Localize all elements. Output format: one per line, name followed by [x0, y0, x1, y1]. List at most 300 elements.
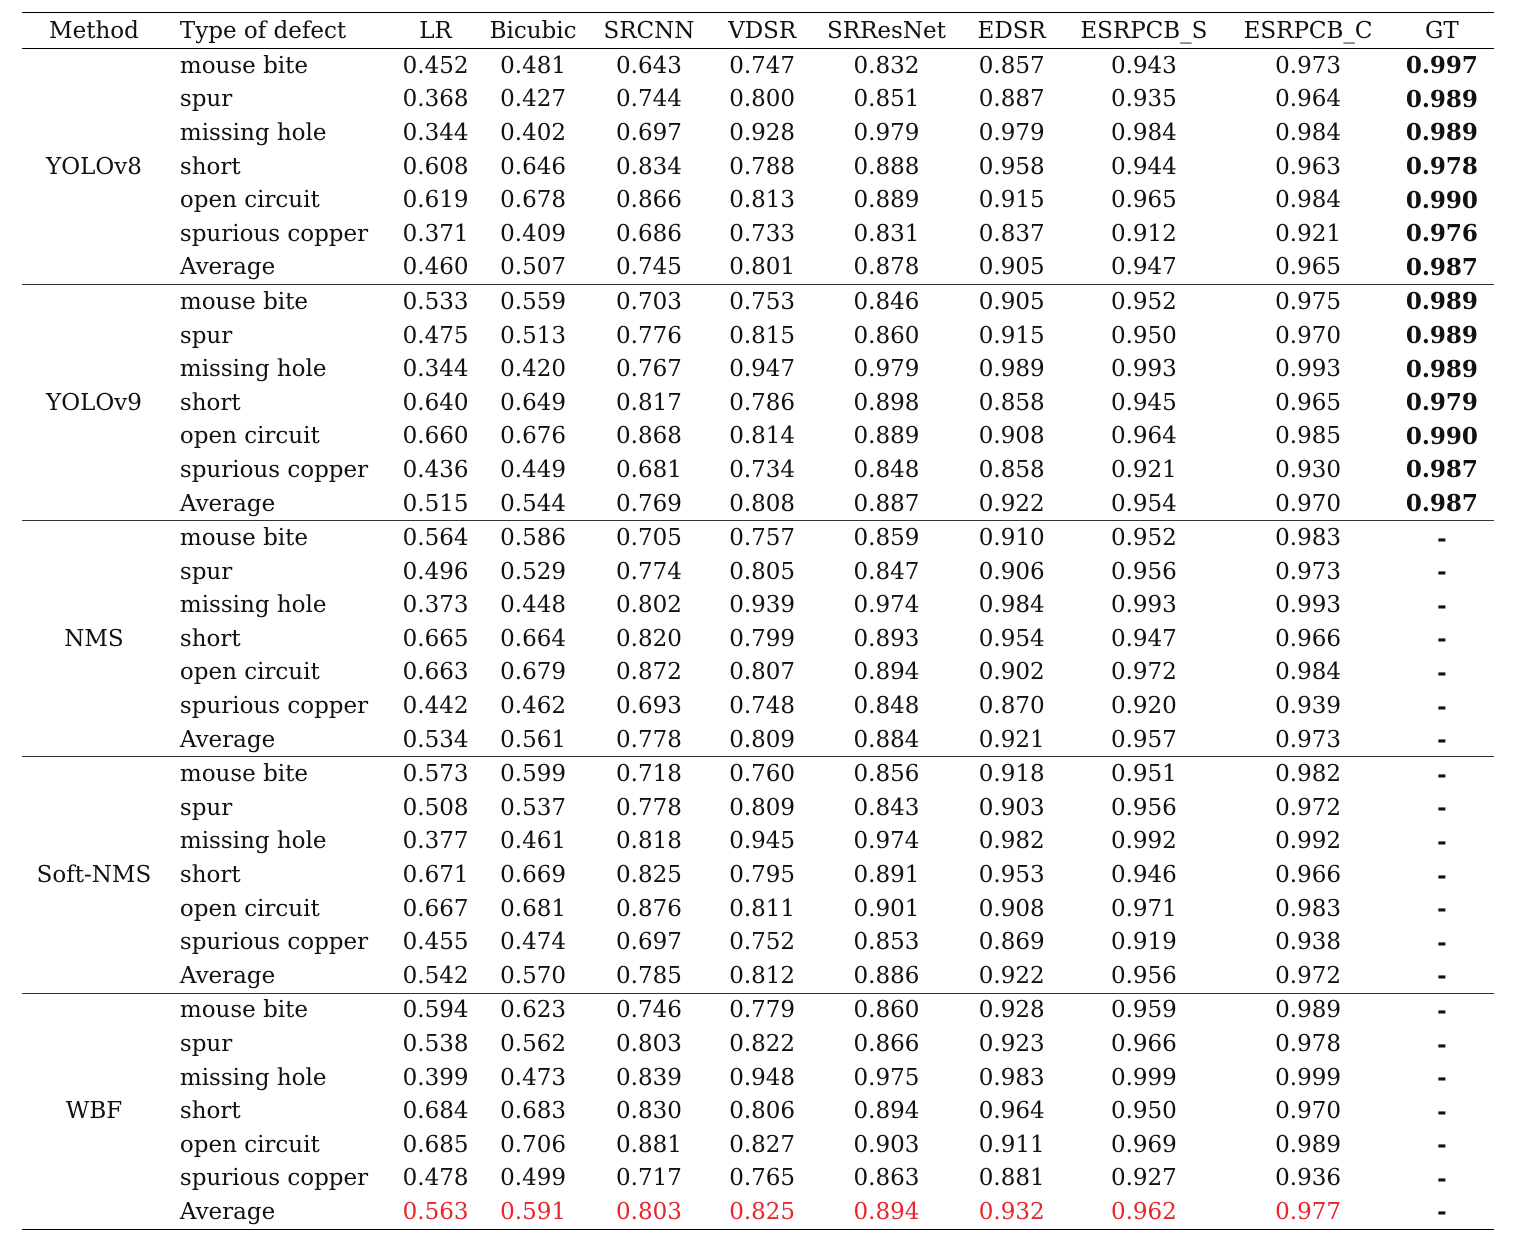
value-cell: 0.822: [729, 1031, 796, 1058]
value-cell: 0.448: [500, 592, 566, 619]
value-cell: -: [1437, 692, 1447, 720]
value-cell: 0.974: [853, 828, 920, 855]
value-cell: 0.993: [1110, 356, 1177, 383]
value-cell: 0.857: [978, 52, 1045, 79]
table-row: [22, 285, 1494, 319]
table-row: [22, 83, 1494, 117]
value-cell: 0.962: [1110, 1198, 1177, 1225]
value-cell: 0.984: [978, 592, 1045, 619]
value-cell: 0.997: [1405, 52, 1478, 80]
method-label: YOLOv9: [22, 285, 166, 521]
value-cell: 0.965: [1110, 187, 1177, 214]
value-cell: 0.559: [482, 285, 585, 319]
value-cell: 0.945: [1110, 389, 1177, 416]
defect-type-cell: missing hole: [179, 592, 327, 619]
value-cell: 0.706: [500, 1131, 566, 1158]
table-row: [22, 49, 1494, 83]
value-cell: 0.563: [402, 1198, 469, 1225]
defect-type-cell: Average: [179, 962, 276, 989]
value-cell: 0.993: [1110, 592, 1177, 619]
value-cell: 0.436: [402, 456, 469, 483]
value-cell: 0.984: [1275, 659, 1341, 686]
value-cell: 0.956: [1110, 962, 1177, 989]
value-cell: 0.921: [978, 726, 1045, 753]
value-cell: 0.905: [978, 254, 1045, 281]
table-row: [22, 1094, 1494, 1128]
value-cell: -: [1437, 962, 1447, 990]
value-cell: 0.912: [1110, 220, 1177, 247]
value-cell: -: [1437, 726, 1447, 754]
col-header-esrpcb-c: ESRPCB_C: [1226, 13, 1389, 49]
value-cell: 0.910: [962, 521, 1061, 555]
value-cell: 0.786: [729, 389, 796, 416]
table-row: [22, 757, 1494, 791]
defect-type-cell: short: [179, 1098, 241, 1125]
value-cell: 0.989: [1405, 119, 1478, 147]
value-cell: 0.808: [729, 490, 796, 517]
value-cell: 0.507: [500, 254, 566, 281]
value-cell: 0.902: [978, 659, 1045, 686]
value-cell: 0.972: [1275, 794, 1341, 821]
value-cell: -: [1437, 1131, 1447, 1159]
value-cell: 0.915: [978, 187, 1045, 214]
value-cell: 0.513: [500, 322, 566, 349]
value-cell: 0.860: [853, 322, 920, 349]
value-cell: 0.969: [1110, 1131, 1177, 1158]
value-cell: 0.409: [500, 220, 566, 247]
value-cell: 0.344: [402, 119, 469, 146]
value-cell: 0.911: [978, 1131, 1045, 1158]
value-cell: 0.935: [1110, 86, 1177, 113]
value-cell: 0.889: [853, 187, 920, 214]
value-cell: 0.982: [978, 828, 1045, 855]
value-cell: 0.989: [1226, 993, 1389, 1027]
value-cell: 0.660: [402, 423, 469, 450]
value-cell: -: [1437, 794, 1447, 822]
value-cell: 0.801: [729, 254, 796, 281]
value-cell: 0.769: [616, 490, 682, 517]
value-cell: 0.717: [616, 1165, 682, 1192]
col-header-lr: LR: [389, 13, 481, 49]
value-cell: 0.947: [1110, 625, 1177, 652]
value-cell: 0.901: [853, 895, 920, 922]
value-cell: 0.858: [978, 456, 1045, 483]
value-cell: 0.806: [729, 1098, 796, 1125]
defect-type-cell: spurious copper: [179, 1165, 369, 1192]
table-row: [22, 487, 1494, 521]
value-cell: 0.799: [729, 625, 796, 652]
defect-type-cell: short: [179, 389, 241, 416]
value-cell: 0.515: [402, 490, 469, 517]
table-row: [22, 689, 1494, 723]
value-cell: 0.703: [584, 285, 713, 319]
value-cell: 0.945: [729, 828, 796, 855]
value-cell: 0.785: [616, 962, 682, 989]
value-cell: 0.866: [616, 187, 682, 214]
value-cell: 0.667: [402, 895, 469, 922]
value-cell: 0.461: [500, 828, 566, 855]
value-cell: 0.993: [1275, 356, 1341, 383]
value-cell: 0.508: [402, 794, 469, 821]
value-cell: 0.938: [1275, 929, 1341, 956]
value-cell: 0.971: [1110, 895, 1177, 922]
value-cell: 0.923: [978, 1031, 1045, 1058]
value-cell: 0.591: [500, 1198, 566, 1225]
table-row: [22, 251, 1494, 285]
value-cell: 0.930: [1275, 456, 1341, 483]
value-cell: 0.908: [978, 895, 1045, 922]
table-row: [22, 1128, 1494, 1162]
value-cell: 0.643: [616, 52, 682, 79]
value-cell: 0.805: [729, 558, 796, 585]
value-cell: 0.745: [616, 254, 682, 281]
value-cell: 0.906: [978, 558, 1045, 585]
value-cell: 0.449: [500, 456, 566, 483]
defect-type-cell: mouse bite: [179, 52, 309, 79]
table-row: [22, 1162, 1494, 1196]
value-cell: 0.878: [853, 254, 920, 281]
value-cell: 0.987: [1405, 253, 1478, 281]
value-cell: 0.646: [500, 153, 566, 180]
table-row: [22, 791, 1494, 825]
value-cell: 0.978: [1405, 153, 1478, 181]
table-row: [22, 521, 1494, 555]
table-row: [22, 1061, 1494, 1095]
value-cell: -: [1437, 861, 1447, 889]
value-cell: 0.993: [1275, 592, 1341, 619]
table-row: [22, 150, 1494, 184]
value-cell: 0.984: [1275, 119, 1341, 146]
table-row: [22, 925, 1494, 959]
value-cell: -: [1437, 895, 1447, 923]
defect-type-cell: spur: [179, 794, 233, 821]
value-cell: 0.965: [1275, 254, 1341, 281]
table-row: [22, 1027, 1494, 1061]
value-cell: 0.686: [616, 220, 682, 247]
value-cell: 0.779: [713, 993, 810, 1027]
value-cell: 0.954: [1110, 490, 1177, 517]
value-cell: -: [1437, 827, 1447, 855]
value-cell: -: [1437, 928, 1447, 956]
value-cell: 0.529: [500, 558, 566, 585]
defect-type-cell: spur: [179, 1031, 233, 1058]
value-cell: 0.848: [853, 456, 920, 483]
value-cell: 0.544: [500, 490, 566, 517]
table-row: [22, 183, 1494, 217]
value-cell: 0.979: [978, 119, 1045, 146]
table-row: [22, 993, 1494, 1027]
value-cell: 0.952: [1061, 285, 1226, 319]
value-cell: 0.970: [1275, 490, 1341, 517]
value-cell: 0.950: [1110, 322, 1177, 349]
value-cell: 0.975: [1226, 285, 1389, 319]
value-cell: 0.932: [978, 1198, 1045, 1225]
value-cell: 0.851: [853, 86, 920, 113]
value-cell: -: [1437, 625, 1447, 653]
defect-type-cell: mouse bite: [166, 521, 389, 555]
value-cell: 0.825: [729, 1198, 796, 1225]
col-header-bicubic: Bicubic: [482, 13, 585, 49]
value-cell: 0.958: [978, 153, 1045, 180]
value-cell: 0.744: [616, 86, 682, 113]
value-cell: 0.973: [1275, 726, 1341, 753]
value-cell: 0.973: [1275, 558, 1341, 585]
value-cell: 0.860: [811, 993, 962, 1027]
table-body: [22, 49, 1494, 1230]
value-cell: 0.918: [962, 757, 1061, 791]
defect-type-cell: open circuit: [179, 1131, 320, 1158]
value-cell: 0.815: [729, 322, 796, 349]
value-cell: 0.373: [402, 592, 469, 619]
table-row: [22, 319, 1494, 353]
value-cell: 0.889: [853, 423, 920, 450]
value-cell: 0.807: [729, 659, 796, 686]
value-cell: 0.957: [1110, 726, 1177, 753]
value-cell: 0.963: [1275, 153, 1341, 180]
value-cell: 0.748: [729, 693, 796, 720]
table-row: [22, 656, 1494, 690]
value-cell: 0.371: [402, 220, 469, 247]
value-cell: 0.853: [853, 929, 920, 956]
value-cell: 0.972: [1275, 962, 1341, 989]
table-row: [22, 825, 1494, 859]
value-cell: 0.976: [1405, 220, 1478, 248]
value-cell: -: [1437, 1064, 1447, 1092]
value-cell: 0.946: [1110, 862, 1177, 889]
value-cell: 0.979: [853, 119, 920, 146]
defect-type-cell: spur: [179, 86, 233, 113]
value-cell: 0.948: [729, 1064, 796, 1091]
value-cell: 0.664: [500, 625, 566, 652]
value-cell: 0.979: [1405, 389, 1478, 417]
value-cell: 0.936: [1275, 1165, 1341, 1192]
value-cell: 0.984: [1110, 119, 1177, 146]
value-cell: 0.813: [729, 187, 796, 214]
value-cell: 0.818: [616, 828, 682, 855]
col-header-srcnn: SRCNN: [584, 13, 713, 49]
value-cell: 0.939: [729, 592, 796, 619]
value-cell: 0.979: [853, 356, 920, 383]
value-cell: 0.894: [853, 659, 920, 686]
value-cell: 0.872: [616, 659, 682, 686]
value-cell: 0.788: [729, 153, 796, 180]
value-cell: 0.452: [402, 52, 469, 79]
value-cell: 0.442: [402, 693, 469, 720]
defect-type-cell: Average: [179, 1198, 276, 1225]
value-cell: -: [1390, 521, 1494, 555]
value-cell: 0.684: [402, 1098, 469, 1125]
value-cell: 0.830: [616, 1098, 682, 1125]
value-cell: 0.866: [853, 1031, 920, 1058]
value-cell: 0.943: [1110, 52, 1177, 79]
value-cell: 0.966: [1275, 625, 1341, 652]
value-cell: 0.669: [500, 862, 566, 889]
value-cell: 0.922: [978, 962, 1045, 989]
value-cell: 0.992: [1110, 828, 1177, 855]
value-cell: 0.481: [500, 52, 566, 79]
value-cell: 0.832: [853, 52, 920, 79]
value-cell: -: [1437, 558, 1447, 586]
defect-type-cell: Average: [179, 726, 276, 753]
value-cell: 0.863: [853, 1165, 920, 1192]
value-cell: 0.953: [978, 862, 1045, 889]
defect-type-cell: short: [179, 625, 241, 652]
value-cell: 0.973: [1275, 52, 1341, 79]
value-cell: 0.905: [962, 285, 1061, 319]
defect-type-cell: mouse bite: [166, 285, 389, 319]
value-cell: 0.573: [389, 757, 481, 791]
value-cell: 0.705: [584, 521, 713, 555]
value-cell: 0.846: [811, 285, 962, 319]
table-row: [22, 116, 1494, 150]
col-header-esrpcb-s: ESRPCB_S: [1061, 13, 1226, 49]
value-cell: 0.733: [729, 220, 796, 247]
value-cell: 0.888: [853, 153, 920, 180]
value-cell: 0.460: [402, 254, 469, 281]
value-cell: 0.839: [616, 1064, 682, 1091]
value-cell: 0.817: [616, 389, 682, 416]
defect-type-cell: missing hole: [179, 828, 327, 855]
value-cell: 0.623: [482, 993, 585, 1027]
value-cell: 0.992: [1275, 828, 1341, 855]
value-cell: 0.420: [500, 356, 566, 383]
value-cell: 0.951: [1061, 757, 1226, 791]
value-cell: 0.776: [616, 322, 682, 349]
value-cell: 0.987: [1405, 490, 1478, 518]
defect-type-cell: spur: [179, 322, 233, 349]
value-cell: 0.767: [616, 356, 682, 383]
value-cell: 0.820: [616, 625, 682, 652]
defect-type-cell: Average: [179, 490, 276, 517]
value-cell: 0.894: [853, 1198, 920, 1225]
value-cell: 0.800: [729, 86, 796, 113]
value-cell: 0.919: [1110, 929, 1177, 956]
defect-type-cell: short: [179, 862, 241, 889]
table-row: [22, 386, 1494, 420]
value-cell: 0.990: [1405, 422, 1478, 450]
value-cell: 0.881: [978, 1165, 1045, 1192]
value-cell: 0.848: [853, 693, 920, 720]
value-cell: 0.975: [853, 1064, 920, 1091]
defect-type-cell: Average: [179, 254, 276, 281]
value-cell: 0.399: [402, 1064, 469, 1091]
value-cell: 0.859: [811, 521, 962, 555]
value-cell: 0.837: [978, 220, 1045, 247]
value-cell: 0.734: [729, 456, 796, 483]
value-cell: 0.683: [500, 1098, 566, 1125]
method-label: NMS: [22, 521, 166, 757]
value-cell: 0.834: [616, 153, 682, 180]
value-cell: 0.964: [978, 1098, 1045, 1125]
value-cell: 0.881: [616, 1131, 682, 1158]
defect-type-cell: spurious copper: [179, 693, 369, 720]
value-cell: 0.811: [729, 895, 796, 922]
defect-type-cell: spurious copper: [179, 929, 369, 956]
value-cell: 0.594: [389, 993, 481, 1027]
value-cell: 0.965: [1275, 389, 1341, 416]
method-label: WBF: [22, 993, 166, 1229]
value-cell: 0.947: [729, 356, 796, 383]
value-cell: 0.903: [853, 1131, 920, 1158]
value-cell: 0.928: [729, 119, 796, 146]
value-cell: 0.778: [616, 794, 682, 821]
value-cell: 0.753: [713, 285, 810, 319]
value-cell: 0.964: [1110, 423, 1177, 450]
value-cell: -: [1390, 993, 1494, 1027]
value-cell: 0.718: [584, 757, 713, 791]
value-cell: 0.619: [402, 187, 469, 214]
value-cell: 0.760: [713, 757, 810, 791]
value-cell: 0.987: [1405, 456, 1478, 484]
value-cell: 0.956: [1110, 794, 1177, 821]
value-cell: 0.870: [978, 693, 1045, 720]
col-header-edsr: EDSR: [962, 13, 1061, 49]
value-cell: -: [1437, 1164, 1447, 1192]
value-cell: 0.562: [500, 1031, 566, 1058]
value-cell: 0.803: [616, 1198, 682, 1225]
value-cell: 0.956: [1110, 558, 1177, 585]
value-cell: 0.927: [1110, 1165, 1177, 1192]
value-cell: 0.474: [500, 929, 566, 956]
table-row: [22, 589, 1494, 623]
value-cell: 0.908: [978, 423, 1045, 450]
value-cell: 0.765: [729, 1165, 796, 1192]
defect-type-cell: open circuit: [179, 895, 320, 922]
value-cell: 0.678: [500, 187, 566, 214]
value-cell: 0.537: [500, 794, 566, 821]
value-cell: 0.499: [500, 1165, 566, 1192]
value-cell: 0.685: [402, 1131, 469, 1158]
value-cell: 0.966: [1275, 862, 1341, 889]
value-cell: 0.697: [616, 119, 682, 146]
value-cell: 0.903: [978, 794, 1045, 821]
value-cell: 0.959: [1061, 993, 1226, 1027]
value-cell: 0.599: [482, 757, 585, 791]
table-row: [22, 959, 1494, 993]
value-cell: 0.876: [616, 895, 682, 922]
value-cell: 0.989: [1405, 85, 1478, 113]
value-cell: 0.402: [500, 119, 566, 146]
table-row: [22, 892, 1494, 926]
value-cell: 0.827: [729, 1131, 796, 1158]
value-cell: 0.869: [978, 929, 1045, 956]
value-cell: 0.983: [1275, 895, 1341, 922]
value-cell: 0.950: [1110, 1098, 1177, 1125]
value-cell: 0.887: [978, 86, 1045, 113]
table-row: [22, 453, 1494, 487]
value-cell: 0.983: [1226, 521, 1389, 555]
value-cell: 0.999: [1275, 1064, 1341, 1091]
value-cell: 0.693: [616, 693, 682, 720]
value-cell: 0.964: [1275, 86, 1341, 113]
table-row: [22, 352, 1494, 386]
value-cell: 0.868: [616, 423, 682, 450]
defect-type-cell: missing hole: [179, 356, 327, 383]
value-cell: 0.858: [978, 389, 1045, 416]
defect-type-cell: open circuit: [179, 659, 320, 686]
value-cell: 0.344: [402, 356, 469, 383]
value-cell: 0.825: [616, 862, 682, 889]
table-row: [22, 1195, 1494, 1229]
value-cell: 0.974: [853, 592, 920, 619]
value-cell: 0.982: [1226, 757, 1389, 791]
value-cell: 0.368: [402, 86, 469, 113]
col-header-srresnet: SRResNet: [811, 13, 962, 49]
defect-type-cell: spurious copper: [179, 220, 369, 247]
value-cell: 0.989: [1405, 355, 1478, 383]
value-cell: 0.921: [1110, 456, 1177, 483]
defect-type-cell: spurious copper: [179, 456, 369, 483]
